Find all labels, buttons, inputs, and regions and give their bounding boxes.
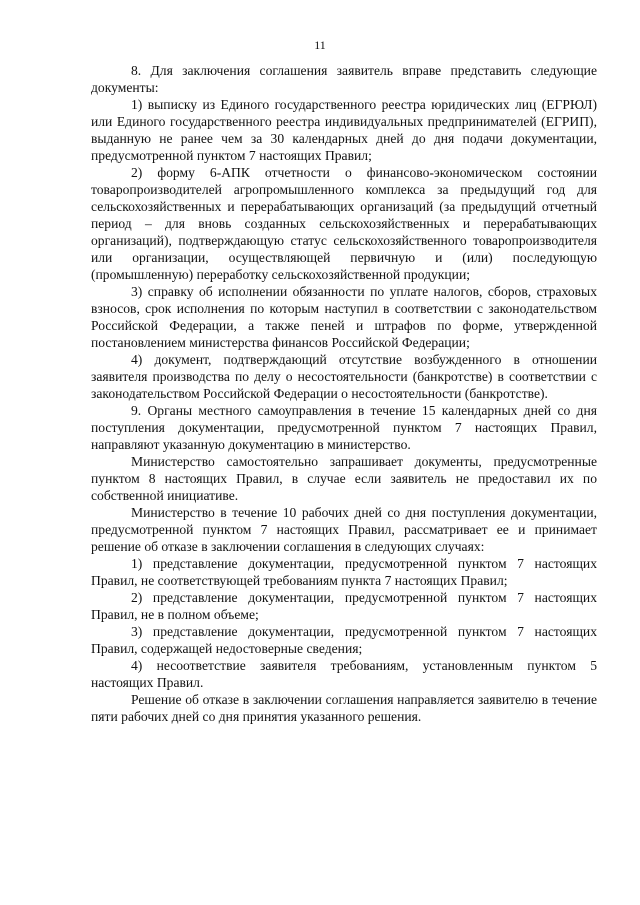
paragraph-refusal-case-3: 3) представление документации, предусмотренной пунктом 7 настоящих Правил, содержащей недостоверные сведения; bbox=[91, 624, 597, 656]
page-number: 11 bbox=[314, 38, 326, 52]
paragraph-item-9: 9. Органы местного самоуправления в течение 15 календарных дней со дня поступления документации, предусмотренной пунктом 7 настоящих Правил, направляют указанную документацию в министерство. bbox=[91, 403, 597, 452]
paragraph-subitem-8-4: 4) документ, подтверждающий отсутствие возбужденного в отношении заявителя производства по делу о несостоятельности (банкротстве) в соответствии с законодательством Российской Федерации о несостоятельности (банкротстве). bbox=[91, 352, 597, 401]
paragraph-refusal-notice: Решение об отказе в заключении соглашения направляется заявителю в течение пяти рабочих дней со дня принятия указанного решения. bbox=[91, 692, 597, 724]
paragraph-refusal-case-2: 2) представление документации, предусмотренной пунктом 7 настоящих Правил, не в полном объеме; bbox=[91, 590, 597, 622]
paragraph-subitem-8-3: 3) справку об исполнении обязанности по уплате налогов, сборов, страховых взносов, срок исполнения по которым наступил в соответствии с законодательством Российской Федерации, а также пеней и штрафов по форме, утвержденной постановлением министерства финансов Российской Федерации; bbox=[91, 284, 597, 350]
paragraph-refusal-case-1: 1) представление документации, предусмотренной пунктом 7 настоящих Правил, не соответствующей требованиям пункта 7 настоящих Правил; bbox=[91, 556, 597, 588]
paragraph-item-8: 8. Для заключения соглашения заявитель вправе представить следующие документы: bbox=[91, 63, 597, 95]
document-body bbox=[91, 62, 597, 725]
paragraph-subitem-8-2: 2) форму 6-АПК отчетности о финансово-экономическом состоянии товаропроизводителей агропромышленного комплекса за предыдущий год для сельскохозяйственных и перерабатывающих организаций (за предыдущий отчетный период – для вновь созданных сельскохозяйственных и перерабатывающих организаций), подтверждающую статус сельскохозяйственного товаропроизводителя или организации, осуществляющей первичную и (или) последующую (промышленную) переработку сельскохозяйственной продукции; bbox=[91, 165, 597, 282]
paragraph-refusal-case-4: 4) несоответствие заявителя требованиям, установленным пунктом 5 настоящих Правил. bbox=[91, 658, 597, 690]
paragraph-ministry-request: Министерство самостоятельно запрашивает документы, предусмотренные пунктом 8 настоящих Правил, в случае если заявитель не предоставил их по собственной инициативе. bbox=[91, 454, 597, 503]
paragraph-subitem-8-1: 1) выписку из Единого государственного реестра юридических лиц (ЕГРЮЛ) или Единого государственного реестра индивидуальных предпринимателей (ЕГРИП), выданную не ранее чем за 30 календарных дней до дня подачи документации, предусмотренной пунктом 7 настоящих Правил; bbox=[91, 97, 597, 163]
paragraph-ministry-review: Министерство в течение 10 рабочих дней со дня поступления документации, предусмотренной пунктом 7 настоящих Правил, рассматривает ее и принимает решение об отказе в заключении соглашения в следующих случаях: bbox=[91, 505, 597, 554]
